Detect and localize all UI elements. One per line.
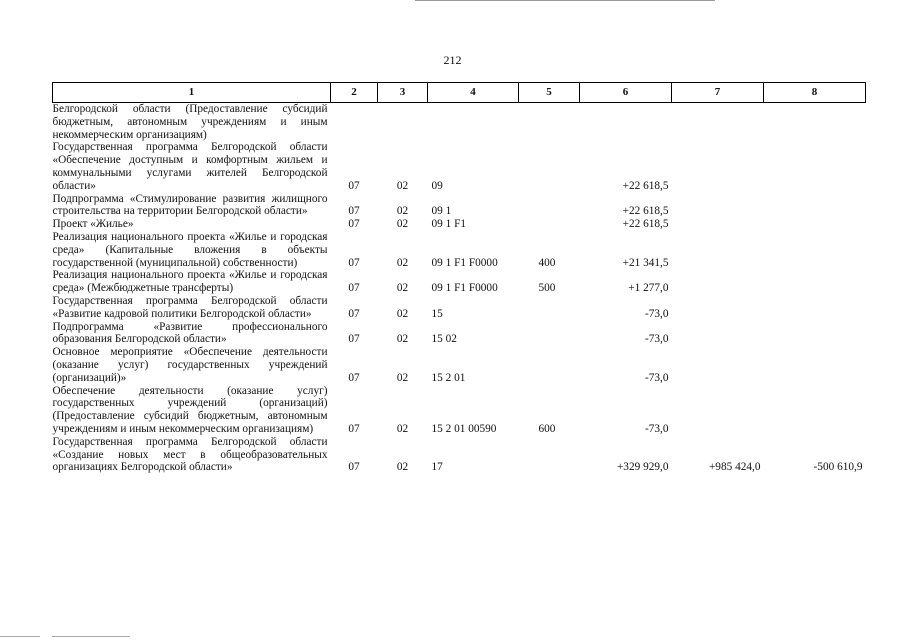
row-description: Обеспечение деятельности (оказание услуг) государственных учреждений (организаций) (Предоставление субсидий бюджетным, автономным учреждениям и иным некоммерческим организациям) [52,384,328,435]
amount-col8 [764,321,866,347]
amount-col7 [672,218,764,231]
row-description: Подпрограмма «Развитие профессионального образования Белгородской области» [52,320,328,346]
table-row [53,141,866,192]
subsection-code: 02 [396,256,409,269]
table-row [53,295,866,321]
table-row [53,436,866,474]
expense-type-code [519,218,580,231]
target-article-code [428,103,519,142]
amount-col6: +22 618,5 [622,218,669,231]
table-row [53,385,866,436]
target-article-code: 15 [431,307,443,320]
footer-rule [52,636,130,637]
target-article-code: 15 02 [431,333,457,346]
table-row [53,193,866,219]
top-rule [415,0,715,1]
expense-type-code [519,295,580,321]
section-code: 07 [348,218,360,231]
amount-col6: -73,0 [644,371,669,384]
row-description: Основное мероприятие «Обеспечение деятельности (оказание услуг) государственных учреждений (организаций)» [52,346,328,384]
amount-col6: +22 618,5 [622,179,669,192]
target-article-code: 09 [431,179,443,192]
target-article-code: 09 1 F1 [431,218,467,231]
amount-col7 [672,346,764,384]
column-header-3: 3 [378,83,428,103]
subsection-code: 02 [396,371,409,384]
amount-col7 [672,103,764,142]
table-row [53,103,866,142]
column-header-5: 5 [519,83,580,103]
amount-col8: -500 610,9 [813,461,863,474]
amount-col8 [764,385,866,436]
column-header-6: 6 [580,83,672,103]
amount-col7 [672,269,764,295]
expense-type-code [519,321,580,347]
row-description: Государственная программа Белгородской области «Обеспечение доступным и комфортным жильем и коммунальными услугами жителей Белгородской области» [52,141,328,192]
table-row [53,321,866,347]
amount-col6: -73,0 [644,422,669,435]
amount-col6: +21 341,5 [622,256,669,269]
target-article-code: 17 [431,461,443,474]
expense-type-code [519,141,580,192]
section-code: 07 [348,371,360,384]
amount-col8 [764,269,866,295]
subsection-code: 02 [396,218,409,231]
amount-col7 [672,321,764,347]
table-row [53,218,866,231]
amount-col7 [672,141,764,192]
subsection-code: 02 [396,333,409,346]
row-description: Подпрограмма «Стимулирование развития жилищного строительства на территории Белгородской области» [52,192,328,218]
row-description: Реализация национального проекта «Жилье и городская среда» (Капитальные вложения в объекты государственной (муниципальной) собственности) [52,230,328,269]
subsection-code: 02 [396,179,409,192]
header-row [53,83,866,103]
target-article-code: 09 1 [431,205,452,218]
expense-type-code: 500 [538,282,556,295]
section-code: 07 [348,461,360,474]
expense-type-code: 400 [538,256,556,269]
amount-col8 [764,141,866,192]
subsection-code: 02 [396,205,409,218]
amount-col7: +985 424,0 [708,461,761,474]
expense-type-code [519,436,580,474]
table-body [53,103,866,475]
amount-col6: +329 929,0 [616,461,669,474]
budget-table [52,82,866,474]
column-header-7: 7 [672,83,764,103]
expense-type-code [519,346,580,384]
amount-col7 [672,385,764,436]
subsection-code: 02 [396,422,409,435]
section-code: 07 [348,179,360,192]
amount-col6: +1 277,0 [628,282,669,295]
target-article-code: 09 1 F1 F0000 [431,256,498,269]
target-article-code: 15 2 01 [431,371,466,384]
subsection-code: 02 [396,461,409,474]
expense-type-code [519,103,580,142]
footer-rule [0,636,40,637]
section-code: 07 [348,256,360,269]
amount-col8 [764,295,866,321]
target-article-code: 15 2 01 00590 [431,422,497,435]
target-article-code: 09 1 F1 F0000 [431,282,498,295]
column-header-1: 1 [53,83,331,103]
amount-col6: +22 618,5 [622,205,669,218]
expense-type-code [519,193,580,219]
amount-col7 [672,231,764,269]
expense-type-code: 600 [538,422,556,435]
amount-col6: -73,0 [644,333,669,346]
row-description: Реализация национального проекта «Жилье и городская среда» (Межбюджетные трансферты) [52,269,328,295]
amount-col6: -73,0 [644,307,669,320]
amount-col8 [764,218,866,231]
section-code: 07 [348,422,360,435]
amount-col7 [672,193,764,219]
table-row [53,346,866,384]
column-header-2: 2 [331,83,378,103]
subsection-code [378,103,428,142]
row-description: Белгородской области (Предоставление субсидий бюджетным, автономным учреждениям и иным некоммерческим организациям) [52,103,328,141]
section-code: 07 [348,307,360,320]
amount-col8 [764,103,866,142]
table-row [53,269,866,295]
section-code [331,103,378,142]
amount-col7 [672,295,764,321]
section-code: 07 [348,205,360,218]
row-description: Государственная программа Белгородской области «Развитие кадровой политики Белгородской области» [52,294,328,320]
row-description: Государственная программа Белгородской области «Создание новых мест в общеобразовательных организациях Белгородской области» [52,435,328,474]
column-header-4: 4 [428,83,519,103]
row-description: Проект «Жилье» [52,218,134,231]
subsection-code: 02 [396,282,409,295]
section-code: 07 [348,333,360,346]
amount-col8 [764,193,866,219]
table-row [53,231,866,269]
subsection-code: 02 [396,307,409,320]
amount-col8 [764,231,866,269]
amount-col6 [580,103,672,142]
page-number: 212 [443,53,462,67]
column-header-8: 8 [764,83,866,103]
section-code: 07 [348,282,360,295]
amount-col8 [764,346,866,384]
